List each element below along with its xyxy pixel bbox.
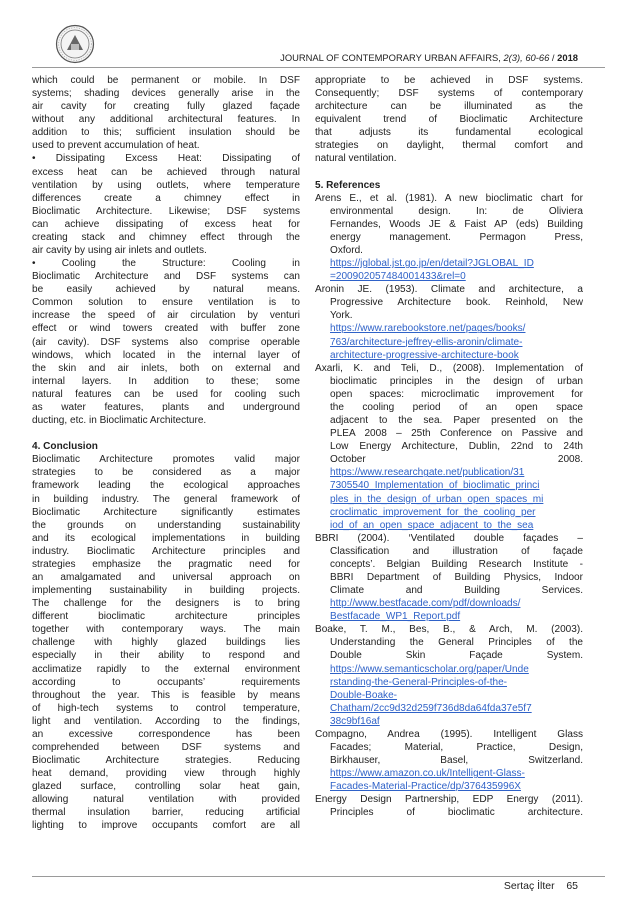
- text-line: Understanding the General Principles of the: [330, 637, 583, 649]
- text-line: architecture can be illuminated as the: [315, 101, 583, 113]
- text-line: Progressive Architecture book. Reinhold, New: [330, 297, 583, 309]
- reference-link[interactable]: Facades-Material-Practice/dp/376435996X: [330, 781, 521, 793]
- text-line: be easily achieved by natural means.: [32, 284, 300, 296]
- text-line: strategies on daylight, thermal comfort and: [315, 140, 583, 152]
- journal-seal-icon: [55, 24, 95, 64]
- text-line: Principles of bioclimatic architecture.: [330, 807, 583, 819]
- text-line: can achieve dissipating of excess heat for: [32, 218, 300, 230]
- text-line: appropriate to be achieved in DSF systems.: [315, 75, 583, 86]
- text-line: acclimatize rapidly to the external environment: [32, 663, 300, 675]
- text-line: together with contemporary ways. The main: [32, 624, 300, 636]
- text-line: Fernandes, Woods JE & Faist AP (eds) Building: [330, 218, 583, 230]
- footer-author: Sertaç İlter: [503, 880, 555, 892]
- journal-year: 2018: [557, 52, 578, 63]
- text-line: air cavity for creating fully glazed façade: [32, 101, 300, 113]
- text-line: Low Energy Architecture, Dublin, 22nd to 24th: [330, 441, 583, 453]
- reference-link[interactable]: http://www.bestfacade.com/pdf/downloads/: [330, 598, 521, 610]
- reference-link[interactable]: iod_of_an_open_space_adjacent_to_the_sea: [330, 519, 534, 531]
- reference-link[interactable]: 7305540_Implementation_of_bioclimatic_princi: [330, 480, 540, 492]
- text-line: the grounds on understanding sustainability: [32, 519, 300, 531]
- text-line: Axarli, K. and Teli, D., (2008). Implementation of: [315, 362, 583, 374]
- text-line: which could be permanent or mobile. In DSF: [32, 75, 300, 86]
- text-line: BBRI (2004). ‘Ventilated double façades –: [315, 532, 583, 544]
- reference-link[interactable]: Bestfacade_WP1_Report.pdf: [330, 611, 461, 623]
- reference-link[interactable]: ples_in_the_design_of_urban_open_spaces_mi: [330, 493, 544, 505]
- right-column: [315, 74, 583, 864]
- text-line: an excessive correspondence has been: [32, 728, 300, 740]
- text-line: PLEA 2008 – 25th Conference on Passive and: [330, 428, 583, 440]
- text-line: excess heat can be achieved through natural: [32, 166, 300, 178]
- text-line: Bioclimatic Architecture and DSF systems can: [32, 271, 300, 283]
- reference-link[interactable]: https://www.amazon.co.uk/Intelligent-Glass-: [330, 768, 525, 780]
- reference-link[interactable]: 38c9bf16af: [330, 715, 380, 727]
- text-line: and its ecological implementations in building: [32, 532, 300, 544]
- text-line: ducting, etc. in Bioclimatic Architecture.: [32, 415, 207, 427]
- text-line: Bioclimatic Architecture significantly estimates: [32, 506, 300, 518]
- text-line: air cavity by using air inlets and outlets.: [32, 245, 207, 257]
- text-line: Bioclimatic Architecture promotes valid major: [32, 454, 300, 466]
- text-line: Bioclimatic Architecture. Likewise; DSF systems: [32, 205, 300, 217]
- reference-link[interactable]: rstanding-the-General-Principles-of-the-: [330, 676, 508, 688]
- paragraph-gap: [32, 427, 300, 440]
- text-line: Boake, T. M., Bes, B., & Arch, M. (2003).: [315, 624, 583, 636]
- text-line: especially in their ability to respond and: [32, 650, 300, 662]
- text-line: Common solution to ensure ventilation is to: [32, 297, 300, 309]
- text-line: The challenge for the designers is to bring: [32, 598, 300, 610]
- reference-link[interactable]: https://jglobal.jst.go.jp/en/detail?JGLOBAL_ID: [330, 258, 534, 270]
- text-line: creating stack and chimney effect through the: [32, 231, 300, 243]
- left-column: [32, 74, 300, 864]
- text-line: energy management. Permagon Press,: [330, 231, 583, 243]
- header-rule: [32, 67, 605, 68]
- text-line: • Dissipating Excess Heat: Dissipating of: [32, 153, 300, 165]
- text-line: differences create a chimney effect in: [32, 192, 300, 204]
- journal-issue: 2(3), 60-66: [503, 52, 550, 63]
- text-line: Double Skin Façade System.: [330, 650, 583, 662]
- text-line: Facades; Material, Practice, Design,: [330, 741, 583, 753]
- text-line: natural features can be used for cooling such: [32, 388, 300, 400]
- text-line: implementing sustainability in building projects.: [32, 585, 300, 597]
- text-line: strategies to be considered as a major: [32, 467, 300, 479]
- reference-link[interactable]: Double-Boake-: [330, 689, 398, 701]
- text-line: environmental design. In: de Oliviera: [330, 205, 583, 217]
- text-line: bioclimatic principles in the design of urban: [330, 375, 583, 387]
- text-line: York.: [330, 310, 353, 322]
- text-line: Classification and illustration of façade: [330, 545, 583, 557]
- reference-link[interactable]: Chatham/2cc9d32d259f736d8da64fda37e5f7: [330, 702, 532, 714]
- reference-link[interactable]: =200902057484001433&rel=0: [330, 271, 466, 283]
- text-line: the cooling period of an open space: [330, 401, 583, 413]
- text-line: ventilation by using outlets, where temperature: [32, 179, 300, 191]
- reference-link[interactable]: https://www.semanticscholar.org/paper/Unde: [330, 663, 529, 675]
- text-line: Energy Design Partnership, EDP Energy (2011).: [315, 794, 583, 806]
- header-separator: /: [549, 52, 558, 63]
- text-line: Aronin JE. (1953). Climate and architecture, a: [315, 284, 583, 296]
- reference-link[interactable]: architecture-progressive-architecture-book: [330, 349, 519, 361]
- text-line: glazed surface, controlling solar heat gain,: [32, 781, 300, 793]
- reference-link[interactable]: croclimatic_improvement_for_the_cooling_per: [330, 506, 536, 518]
- text-line: light and ventilation. According to the findings,: [32, 715, 300, 727]
- section-heading: 5. References: [315, 179, 381, 191]
- text-line: equivalent trend of Bioclimatic Architecture: [315, 114, 583, 126]
- text-line: throughout the year. This is feasible by means: [32, 689, 300, 701]
- section-heading: 4. Conclusion: [32, 441, 98, 453]
- text-line: in building industry. The general framework of: [32, 493, 300, 505]
- text-line: concepts’. Belgian Building Research Institute -: [330, 558, 583, 570]
- text-line: according to occupants’ requirements: [32, 676, 300, 688]
- text-line: different bioclimatic architecture principles: [32, 611, 300, 623]
- text-line: effect or wind towers created with buffer zone: [32, 323, 300, 335]
- reference-link[interactable]: https://www.rarebookstore.net/pages/books/: [330, 323, 526, 335]
- text-line: Arens E., et al. (1981). A new bioclimatic chart for: [315, 192, 583, 204]
- text-line: an amalgamated and universal approach on: [32, 571, 300, 583]
- text-line: increase the speed of air circulation by venturi: [32, 310, 300, 322]
- text-line: allowing natural ventilation with provided: [32, 794, 300, 806]
- footer-rule: [32, 876, 605, 877]
- text-line: Birkhauser, Basel, Switzerland.: [330, 755, 583, 767]
- text-line: industry. Bioclimatic Architecture principles and: [32, 545, 300, 557]
- text-line: natural ventilation.: [315, 153, 397, 165]
- text-line: Oxford.: [330, 245, 363, 257]
- text-line: windows, which located in the internal layer of: [32, 349, 300, 361]
- text-line: used to prevent accumulation of heat.: [32, 140, 200, 152]
- page-number: 65: [566, 880, 578, 892]
- text-line: (air cavity). DSF systems also comprise operable: [32, 336, 300, 348]
- text-line: as water features, plants and underground: [32, 401, 300, 413]
- text-line: of high-tech systems to control temperature,: [32, 702, 300, 714]
- text-line: BBRI Department of Building Physics, Indoor: [330, 571, 583, 583]
- text-line: heat demand, providing view through highly: [32, 768, 300, 780]
- text-line: the skin and air inlets, both on external and: [32, 362, 300, 374]
- reference-link[interactable]: https://www.researchgate.net/publication/31: [330, 467, 525, 479]
- text-line: Compagno, Andrea (1995). Intelligent Glass: [315, 728, 583, 740]
- text-line: challenge with highly glazed buildings lies: [32, 637, 300, 649]
- text-line: Climate and Building Services.: [330, 585, 583, 597]
- text-line: • Cooling the Structure: Cooling in: [32, 258, 300, 270]
- text-line: framework leading the ecological approaches: [32, 480, 300, 492]
- text-line: internal layers. In addition to these; some: [32, 375, 300, 387]
- text-line: without any additional architectural features. In: [32, 114, 300, 126]
- text-line: thermal insulation barrier, reducing artificial: [32, 807, 300, 819]
- page-footer: [504, 880, 578, 892]
- text-line: Consequently; DSF systems of contemporary: [315, 88, 583, 100]
- text-line: comprehended between DSF systems and: [32, 741, 300, 753]
- text-line: strategies emphasize the pragmatic need for: [32, 558, 300, 570]
- text-line: systems; shading devices generally arise in the: [32, 88, 300, 100]
- paragraph-gap: [315, 166, 583, 179]
- running-header: [280, 52, 578, 63]
- text-line: lighting to improve occupants comfort are all: [32, 820, 300, 832]
- text-line: October 2008.: [330, 454, 583, 466]
- journal-name: JOURNAL OF CONTEMPORARY URBAN AFFAIRS,: [280, 52, 504, 63]
- text-line: addition to this; sufficient insulation should be: [32, 127, 300, 139]
- text-line: Bioclimatic Architecture strategies. Reducing: [32, 755, 300, 767]
- text-line: that adjusts its fundamental ecological: [315, 127, 583, 139]
- text-line: adjacent to the sea. Paper presented on the: [330, 415, 583, 427]
- text-line: open spaces: microclimatic improvement for: [330, 388, 583, 400]
- reference-link[interactable]: 763/architecture-jeffrey-ellis-aronin/climate-: [330, 336, 523, 348]
